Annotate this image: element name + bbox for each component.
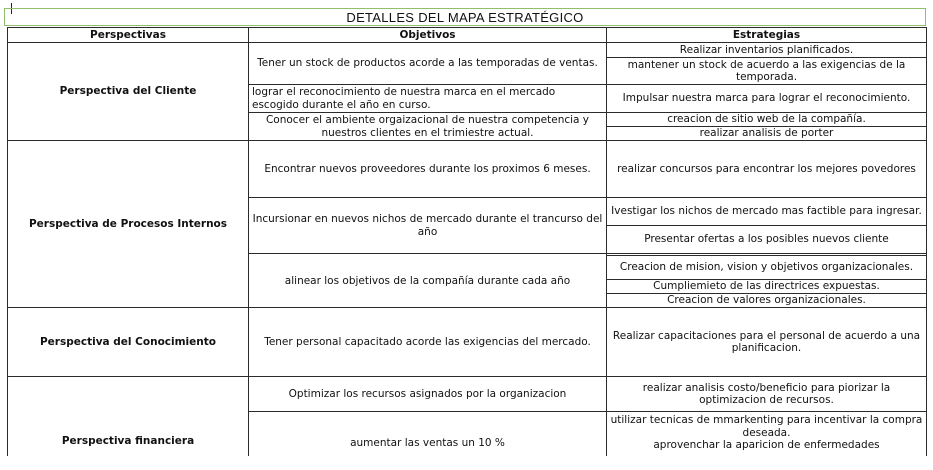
- table-row: [8, 377, 927, 412]
- objective-cell: Conocer el ambiente orgaizacional de nuestra competencia y nuestros clientes en el trimiestre actual.: [249, 113, 607, 141]
- objective-cell: lograr el reconocimiento de nuestra marca en el mercado escogido durante el año en curso.: [249, 85, 607, 113]
- strategy-cell: creacion de sitio web de la compañía.: [607, 113, 927, 127]
- table-row: [8, 308, 927, 377]
- strategy-cell: [607, 412, 927, 456]
- objective-cell: aumentar las ventas un 10 %: [249, 412, 607, 456]
- objective-cell: alinear los objetivos de la compañía durante cada año: [249, 256, 607, 308]
- strategy-cell: Realizar capacitaciones para el personal de acuerdo a una planificacion.: [607, 308, 927, 377]
- strategy-cell: Realizar inventarios planificados.: [607, 43, 927, 58]
- header-perspectivas: Perspectivas: [8, 28, 249, 43]
- table-row: [8, 43, 927, 58]
- header-row: [8, 28, 927, 43]
- strategy-cell: Ivestigar los nichos de mercado mas factible para ingresar.: [607, 198, 927, 226]
- header-estrategias: Estrategias: [607, 28, 927, 43]
- strategy-cell: Presentar ofertas a los posibles nuevos cliente: [607, 226, 927, 254]
- objective-cell: Incursionar en nuevos nichos de mercado durante el trancurso del año: [249, 198, 607, 254]
- objective-cell: Tener personal capacitado acorde las exigencias del mercado.: [249, 308, 607, 377]
- objective-cell: Encontrar nuevos proveedores durante los proximos 6 meses.: [249, 141, 607, 198]
- strategy-cell: Cumpliemieto de las directrices expuestas.: [607, 280, 927, 294]
- strategy-cell: realizar analisis de porter: [607, 127, 927, 141]
- perspective-procesos: Perspectiva de Procesos Internos: [8, 141, 249, 308]
- objective-cell: Optimizar los recursos asignados por la organizacion: [249, 377, 607, 412]
- strategy-cell: mantener un stock de acuerdo a las exigencias de la temporada.: [607, 58, 927, 85]
- strategy-cell: Creacion de valores organizacionales.: [607, 294, 927, 308]
- strategic-map-table: [7, 27, 927, 456]
- objective-cell: Tener un stock de productos acorde a las temporadas de ventas.: [249, 43, 607, 85]
- perspective-cliente: Perspectiva del Cliente: [8, 43, 249, 141]
- strategy-cell: realizar concursos para encontrar los mejores povedores: [607, 141, 927, 198]
- strategy-line: utilizar tecnicas de mmarkenting para incentivar la compra deseada.: [610, 414, 923, 439]
- perspective-conocimiento: Perspectiva del Conocimiento: [8, 308, 249, 377]
- strategy-cell: realizar analisis costo/beneficio para piorizar la optimizacion de recursos.: [607, 377, 927, 412]
- document-title: DETALLES DEL MAPA ESTRATÉGICO: [4, 8, 926, 26]
- header-objetivos: Objetivos: [249, 28, 607, 43]
- perspective-financiera: Perspectiva financiera: [8, 377, 249, 456]
- table-row: [8, 141, 927, 198]
- strategy-cell: Creacion de mision, vision y objetivos organizacionales.: [607, 256, 927, 280]
- strategy-line: aprovenchar la aparicion de enfermedades: [653, 439, 880, 451]
- strategy-cell: Impulsar nuestra marca para lograr el reconocimiento.: [607, 85, 927, 113]
